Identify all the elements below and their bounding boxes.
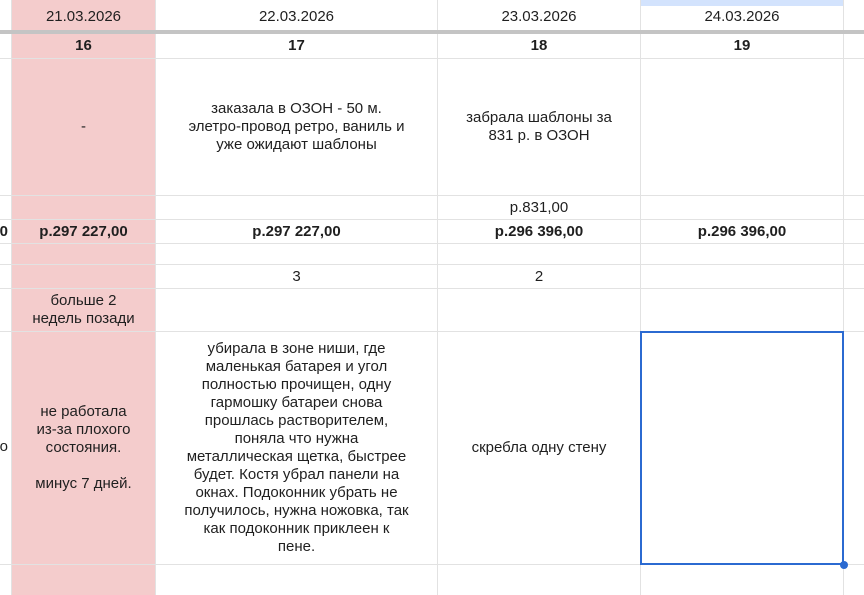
- last-cleaning-cell[interactable]: [641, 289, 843, 331]
- total-balance-cell[interactable]: р.296 396,00: [697, 222, 787, 240]
- last-cleaning-cell[interactable]: [156, 289, 437, 331]
- grid-hline: [0, 243, 864, 244]
- day-number-cell[interactable]: 19: [733, 37, 751, 54]
- last-cleaning-cell[interactable]: больше 2 недель позади: [32, 292, 135, 327]
- fill-handle[interactable]: [840, 561, 848, 569]
- total-balance-cell[interactable]: р.296 396,00: [494, 222, 584, 240]
- count-cell[interactable]: 3: [292, 267, 301, 285]
- purchase-amount-cell[interactable]: [156, 196, 437, 219]
- count-cell[interactable]: 2: [534, 267, 544, 285]
- purchase-note-cell[interactable]: заказала в ОЗОН - 50 м. элетро-провод ретро, ваниль и уже ожидают шаблоны: [188, 100, 405, 153]
- count-cell[interactable]: [12, 265, 155, 288]
- purchase-note-cell[interactable]: [641, 59, 843, 195]
- work-note-cell[interactable]: скребла одну стену: [471, 439, 607, 456]
- cell-left-total-cut[interactable]: 0: [0, 222, 8, 240]
- purchase-amount-cell[interactable]: [641, 196, 843, 219]
- frozen-rows-divider[interactable]: [0, 30, 864, 34]
- active-cell-selection[interactable]: [640, 331, 844, 565]
- date-header-22-03[interactable]: 22.03.2026: [258, 8, 335, 25]
- cell-left-note-cut[interactable]: о: [0, 438, 8, 455]
- work-note-cell[interactable]: не работала из-за плохого состояния. минус 7 дней.: [35, 403, 132, 492]
- purchase-amount-cell[interactable]: [12, 196, 155, 219]
- day-number-cell[interactable]: 17: [288, 37, 305, 54]
- purchase-note-cell[interactable]: забрала шаблоны за 831 р. в ОЗОН: [466, 109, 612, 144]
- total-balance-cell[interactable]: р.297 227,00: [252, 222, 341, 240]
- date-header-23-03[interactable]: 23.03.2026: [501, 8, 577, 25]
- day-number-cell[interactable]: 16: [75, 37, 92, 54]
- purchase-note-cell[interactable]: -: [81, 118, 86, 135]
- work-note-cell[interactable]: убирала в зоне ниши, где маленькая батарея и угол полностью прочищен, одну гармошку батареи снова прошлась растворителем, поняла что нужна металлическая щетка, быстрее будет. Костя убрал панели на окнах. Подоконник убрать не получилось, нужна ножовка, так как подоконник приклеен к пене.: [184, 340, 409, 555]
- count-cell[interactable]: [641, 265, 843, 288]
- date-header-21-03[interactable]: 21.03.2026: [45, 8, 122, 25]
- date-header-24-03[interactable]: 24.03.2026: [704, 8, 780, 25]
- total-balance-cell[interactable]: р.297 227,00: [39, 222, 128, 240]
- purchase-amount-cell[interactable]: р.831,00: [509, 198, 569, 216]
- day-number-cell[interactable]: 18: [530, 37, 548, 54]
- last-cleaning-cell[interactable]: [438, 289, 640, 331]
